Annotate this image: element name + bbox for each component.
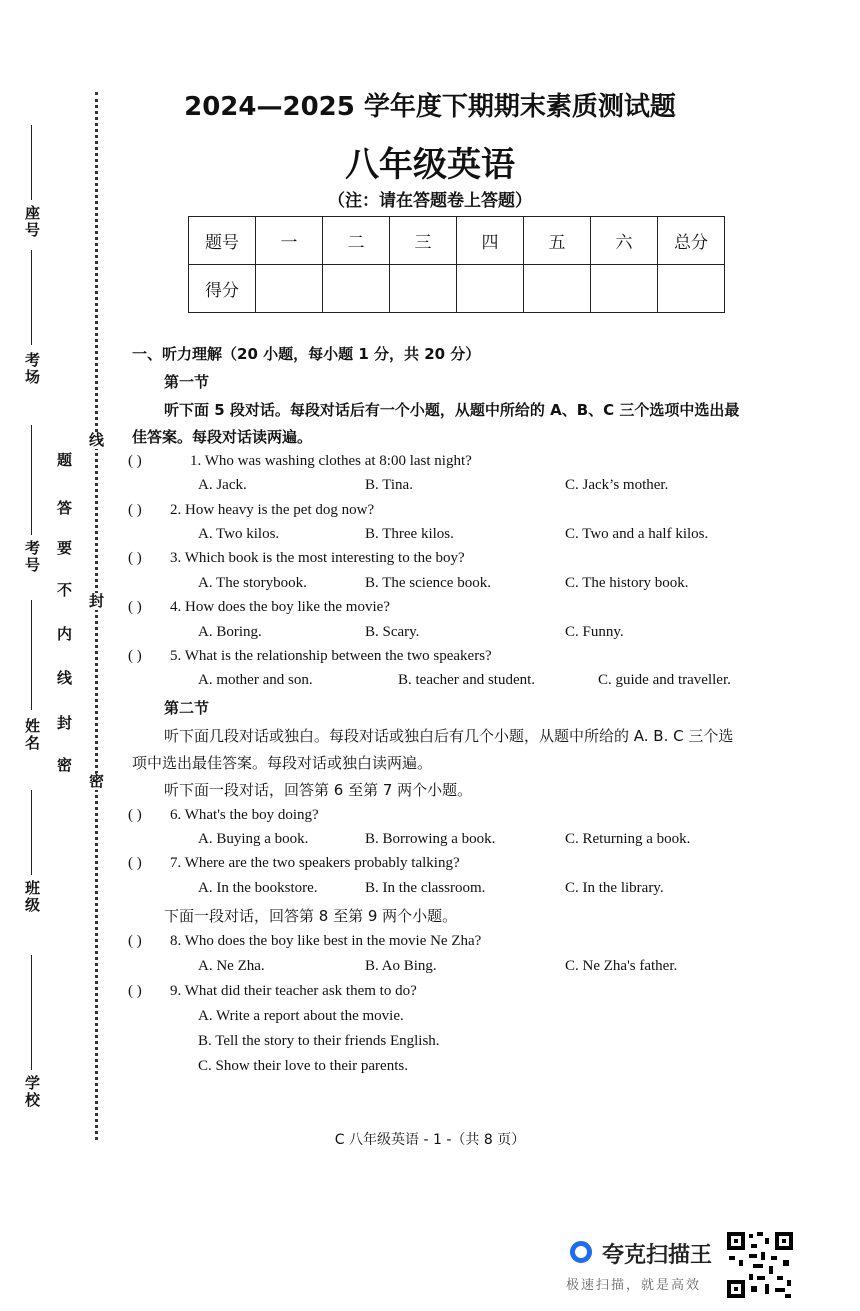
option-c: C. Returning a book. xyxy=(565,831,691,847)
answer-paren[interactable]: ( ) xyxy=(128,453,142,469)
seal-mark-xian: 线 xyxy=(87,432,105,449)
option-c: C. guide and traveller. xyxy=(598,672,731,688)
question-stem: 3. Which book is the most interesting to the boy? xyxy=(170,550,465,566)
qr-code-icon xyxy=(725,1230,795,1300)
answer-paren[interactable]: ( ) xyxy=(128,599,142,615)
side-warning-5: 内 xyxy=(55,626,73,643)
answer-paren[interactable]: ( ) xyxy=(128,648,142,664)
side-warning-2: 答 xyxy=(55,500,73,517)
answer-paren[interactable]: ( ) xyxy=(128,933,142,949)
option-a: A. Write a report about the movie. xyxy=(198,1008,404,1024)
part2-title: 第二节 xyxy=(164,699,210,717)
score-blank-cell[interactable] xyxy=(591,265,658,313)
score-row-label: 得分 xyxy=(189,265,256,313)
exam-title: 2024—2025 学年度下期期末素质测试题 xyxy=(184,92,676,122)
option-a: A. Two kilos. xyxy=(198,526,280,542)
score-cell: 四 xyxy=(457,217,524,265)
lead-questions-8-9: 下面一段对话，回答第 8 至第 9 两个小题。 xyxy=(164,907,458,925)
side-school-label: 学校 xyxy=(23,1075,41,1109)
score-cell: 总分 xyxy=(658,217,725,265)
option-a: A. In the bookstore. xyxy=(198,880,318,896)
question-stem: 9. What did their teacher ask them to do? xyxy=(170,983,417,999)
score-table xyxy=(188,216,725,313)
option-c: C. In the library. xyxy=(565,880,664,896)
part1-instruction-line2: 佳答案。每段对话读两遍。 xyxy=(132,428,313,446)
scanner-brand: 夸克扫描王 xyxy=(602,1243,713,1268)
lead-questions-6-7: 听下面一段对话，回答第 6 至第 7 两个小题。 xyxy=(164,781,473,799)
seal-mark-mi: 密 xyxy=(87,773,105,790)
option-a: A. Boring. xyxy=(198,624,262,640)
answer-paren[interactable]: ( ) xyxy=(128,502,142,518)
option-a: A. mother and son. xyxy=(198,672,313,688)
option-a: A. Jack. xyxy=(198,477,247,493)
option-c: C. Ne Zha's father. xyxy=(565,958,678,974)
side-seat-label: 座号 xyxy=(23,205,41,239)
option-b: B. teacher and student. xyxy=(398,672,536,688)
score-cell: 三 xyxy=(390,217,457,265)
score-blank-cell[interactable] xyxy=(658,265,725,313)
seal-mark-feng: 封 xyxy=(87,593,105,610)
score-cell: 二 xyxy=(323,217,390,265)
option-a: A. Buying a book. xyxy=(198,831,309,847)
option-a: A. Ne Zha. xyxy=(198,958,265,974)
score-table-score-row xyxy=(189,265,725,313)
score-cell: 五 xyxy=(524,217,591,265)
option-b: B. Tell the story to their friends English. xyxy=(198,1033,440,1049)
question-stem: 6. What's the boy doing? xyxy=(170,807,319,823)
score-blank-cell[interactable] xyxy=(323,265,390,313)
score-cell: 题号 xyxy=(189,217,256,265)
option-b: B. Three kilos. xyxy=(365,526,454,542)
side-name-label: 姓名 xyxy=(23,718,41,752)
question-stem: 2. How heavy is the pet dog now? xyxy=(170,502,375,518)
answer-paren[interactable]: ( ) xyxy=(128,807,142,823)
option-c: C. Show their love to their parents. xyxy=(198,1058,408,1074)
side-warning-7: 封 xyxy=(55,715,73,732)
score-blank-cell[interactable] xyxy=(457,265,524,313)
side-room-label: 考场 xyxy=(23,352,41,386)
question-stem: 4. How does the boy like the movie? xyxy=(170,599,390,615)
option-b: B. Tina. xyxy=(365,477,413,493)
option-b: B. In the classroom. xyxy=(365,880,486,896)
answer-paren[interactable]: ( ) xyxy=(128,983,142,999)
part2-instruction-line2: 项中选出最佳答案。每段对话或独白读两遍。 xyxy=(132,754,433,772)
section-heading: 一、听力理解（20 小题，每小题 1 分，共 20 分） xyxy=(132,345,481,363)
part2-instruction-line1: 听下面几段对话或独白。每段对话或独白后有几个小题，从题中所给的 A. B. C 三个选 xyxy=(164,727,734,745)
side-warning-4: 不 xyxy=(55,582,73,599)
exam-subtitle: 八年级英语 xyxy=(345,145,515,185)
answer-paren[interactable]: ( ) xyxy=(128,550,142,566)
answer-paren[interactable]: ( ) xyxy=(128,855,142,871)
score-blank-cell[interactable] xyxy=(256,265,323,313)
score-cell: 六 xyxy=(591,217,658,265)
option-c: C. The history book. xyxy=(565,575,689,591)
page-footer: C 八年级英语 - 1 -（共 8 页） xyxy=(334,1132,526,1148)
side-exam-no-line xyxy=(31,425,32,535)
option-c: C. Two and a half kilos. xyxy=(565,526,709,542)
option-b: B. Borrowing a book. xyxy=(365,831,496,847)
question-stem: 1. Who was washing clothes at 8:00 last night? xyxy=(190,453,472,469)
side-room-line xyxy=(31,250,32,345)
option-b: B. Ao Bing. xyxy=(365,958,437,974)
side-warning-6: 线 xyxy=(55,670,73,687)
option-b: B. Scary. xyxy=(365,624,420,640)
score-table-header-row xyxy=(189,217,725,265)
side-warning-8: 密 xyxy=(55,757,73,774)
option-a: A. The storybook. xyxy=(198,575,307,591)
side-warning-3: 要 xyxy=(55,540,73,557)
scanner-logo-icon xyxy=(570,1241,592,1263)
side-warning-1: 题 xyxy=(55,452,73,469)
option-b: B. The science book. xyxy=(365,575,491,591)
side-exam-no-label: 考号 xyxy=(23,540,41,574)
side-class-label: 班级 xyxy=(23,880,41,914)
score-blank-cell[interactable] xyxy=(390,265,457,313)
option-c: C. Jack’s mother. xyxy=(565,477,669,493)
question-stem: 7. Where are the two speakers probably talking? xyxy=(170,855,460,871)
option-c: C. Funny. xyxy=(565,624,624,640)
part1-instruction-line1: 听下面 5 段对话。每段对话后有一个小题，从题中所给的 A、B、C 三个选项中选出最 xyxy=(164,401,740,419)
side-school-line xyxy=(31,955,32,1070)
seal-dotted-line xyxy=(95,92,98,1140)
question-stem: 8. Who does the boy like best in the movie Ne Zha? xyxy=(170,933,482,949)
score-blank-cell[interactable] xyxy=(524,265,591,313)
side-class-line xyxy=(31,790,32,875)
part1-title: 第一节 xyxy=(164,373,210,391)
score-cell: 一 xyxy=(256,217,323,265)
exam-note: （注：请在答题卷上答题） xyxy=(328,191,532,211)
question-stem: 5. What is the relationship between the two speakers? xyxy=(170,648,492,664)
side-name-line xyxy=(31,600,32,710)
scanner-slogan: 极速扫描，就是高效 xyxy=(566,1278,702,1293)
